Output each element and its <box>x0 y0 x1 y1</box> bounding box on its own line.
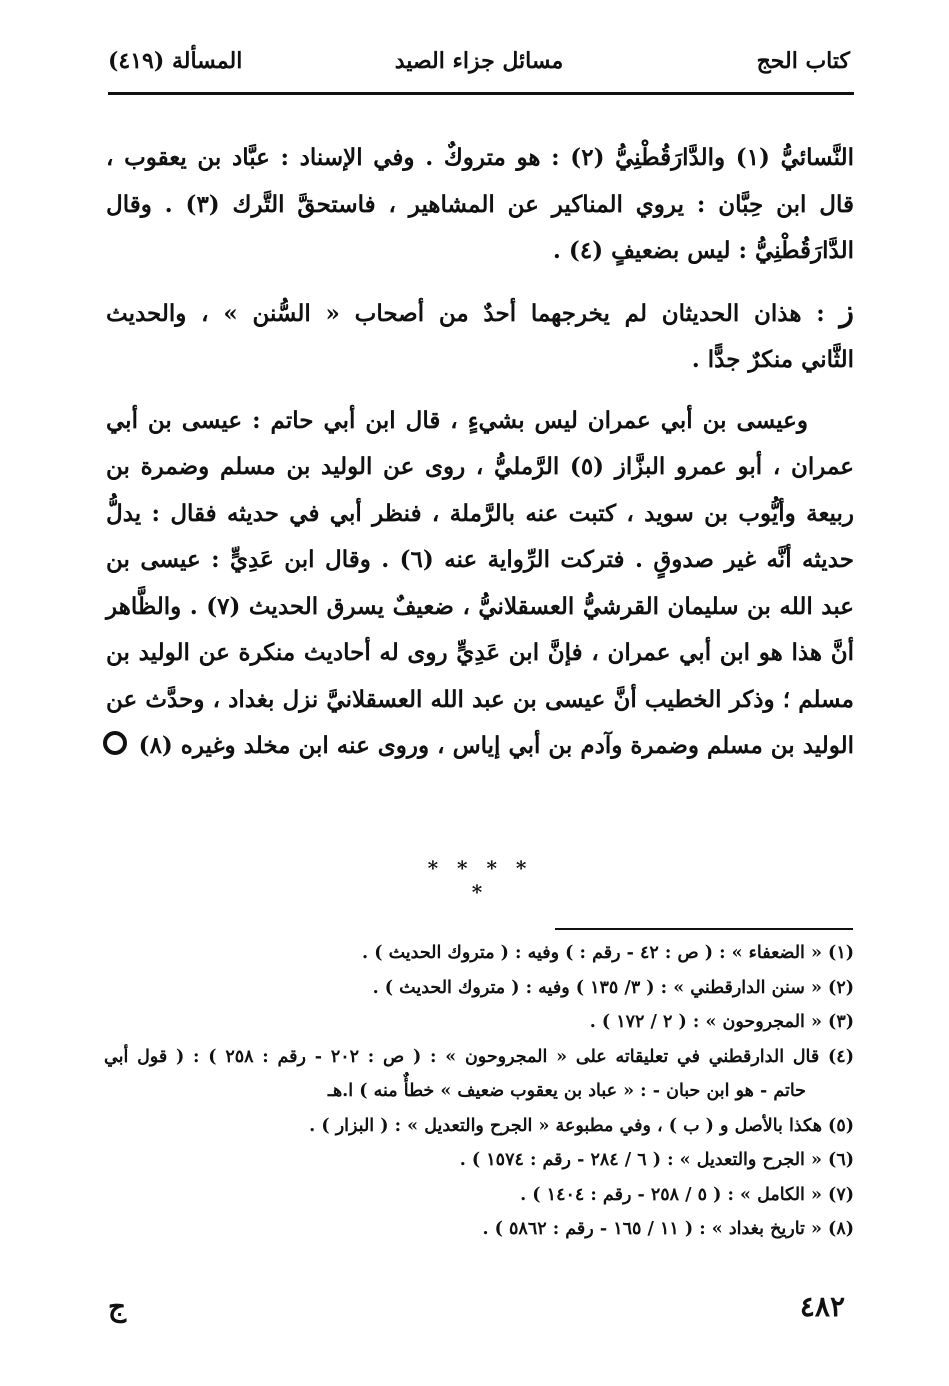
main-text <box>106 135 854 770</box>
running-header <box>108 44 850 84</box>
footnote: (٤) قال الدارقطني في تعليقاته على « المجروحون » : ( ص : ٢٠٢ - رقم : ٢٥٨ ) : ( قول أبي <box>104 1046 854 1067</box>
chapter-title: مسائل جزاء الصيد <box>394 48 564 74</box>
paragraph-2 <box>106 289 854 384</box>
text-fragment: الوليد بن مسلم وضمرة وآدم بن أبي إياس ، وروى عنه ابن مخلد وغيره (٨) <box>138 732 854 759</box>
commentary-marker: ز <box>839 293 854 329</box>
paragraph-1 <box>106 135 854 275</box>
text-line: النَّسائيُّ (١) والدَّارَقُطْنِيُّ (٢) : هو متروكٌ . وفي الإسناد : عبَّاد بن يعقوب ، <box>106 144 855 171</box>
footnote: (٧) « الكامل » : ( ٥ / ٢٥٨ - رقم : ١٤٠٤ ) . <box>520 1184 854 1205</box>
text-line: عمران ، أبو عمرو البزَّاز (٥) الرَّمليُّ ، روى عن الوليد بن مسلم وضمرة بن <box>106 453 854 480</box>
footnote: (١) « الضعفاء » : ( ص : ٤٢ - رقم : ) وفيه : ( متروك الحديث ) . <box>362 943 854 963</box>
section-separator: * * * * * <box>427 856 533 904</box>
text-line: حديثه أنَّه غير صدوقٍ . فتركت الرِّواية عنه (٦) . وقال ابن عَدِيٍّ : عيسى بن <box>106 546 854 573</box>
footnote-rule <box>555 928 853 930</box>
page-number: ٤٨٢ <box>799 1290 845 1323</box>
book-title: كتاب الحج <box>756 48 850 74</box>
text-line <box>106 289 854 338</box>
text-line: الثَّاني منكرٌ جدًّا . <box>691 346 854 373</box>
text-line: عبد الله بن سليمان القرشيُّ العسقلانيُّ ، ضعيفٌ يسرق الحديث (٧) . والظَّاهر <box>106 592 854 620</box>
footnote-continuation: حاتم - هو ابن حبان - : « عباد بن يعقوب ضعيف » خطأٌ منه ) ا.هـ <box>327 1081 806 1101</box>
signature-mark: ج <box>108 1290 127 1323</box>
footnote: (٦) « الجرح والتعديل » : ( ٦ / ٢٨٤ - رقم : ١٥٧٤ ) . <box>459 1150 854 1170</box>
text-line <box>106 723 854 770</box>
text-line: الدَّارَقُطْنِيُّ : ليس بضعيفٍ (٤) . <box>552 237 854 264</box>
text-line: ربيعة وأيُّوب بن سويد ، كتبت عنه بالرَّملة ، فنظر أبي في حديثه فقال : يدلُّ <box>106 499 854 527</box>
text-line: أنَّ هذا هو ابن أبي عمران ، فإنَّ ابن عَدِيٍّ روى له أحاديث منكرة عن الوليد بن <box>106 639 854 666</box>
end-of-issue-circle-icon <box>103 731 127 755</box>
text-line: مسلم ؛ وذكر الخطيب أنَّ عيسى بن عبد الله العسقلانيَّ نزل بغداد ، وحدَّث عن <box>106 685 854 713</box>
issue-label: المسألة (٤١٩) <box>108 48 243 74</box>
text-line: قال ابن حِبَّان : يروي المناكير عن المشاهير ، فاستحقَّ التَّرك (٣) . وقال <box>106 190 854 218</box>
footnote: (٨) « تاريخ بغداد » : ( ١١ / ١٦٥ - رقم : ٥٨٦٢ ) . <box>482 1219 854 1239</box>
text-fragment: : هذان الحديثان لم يخرجهما أحدٌ من أصحاب « السُّنن » ، والحديث <box>106 299 825 327</box>
footnotes <box>104 936 854 1247</box>
footnote: (٣) « المجروحون » : ( ٢ / ١٧٢ ) . <box>589 1012 854 1032</box>
footnote: (٥) هكذا بالأصل و ( ب ) ، وفي مطبوعة « الجرح والتعديل » : ( البزار ) . <box>309 1115 854 1136</box>
footnote: (٢) « سنن الدارقطني » : ( ٣/ ١٣٥ ) وفيه : ( متروك الحديث ) . <box>372 977 854 998</box>
header-rule <box>108 92 854 95</box>
paragraph-3 <box>106 398 854 770</box>
text-line: وعيسى بن أبي عمران ليس بشيءٍ ، قال ابن أبي حاتم : عيسى بن أبي <box>106 406 808 434</box>
